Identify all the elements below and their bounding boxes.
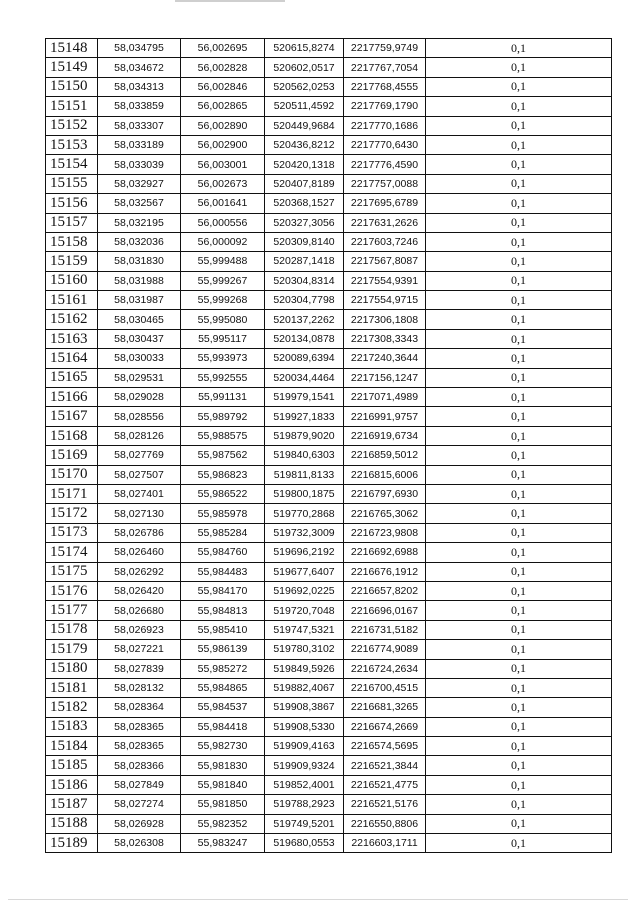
longitude-cell: 55,986139 <box>181 640 265 659</box>
point-number-cell: 15180 <box>46 659 98 678</box>
table-row <box>46 174 612 193</box>
longitude-cell: 55,984760 <box>181 543 265 562</box>
coord-y-cell: 2216991,9757 <box>344 407 426 426</box>
longitude-cell: 56,002900 <box>181 135 265 154</box>
coord-x-cell: 519882,4067 <box>265 678 344 697</box>
table-row <box>46 310 612 329</box>
coord-x-cell: 520287,1418 <box>265 252 344 271</box>
longitude-cell: 55,985272 <box>181 659 265 678</box>
scan-mark <box>175 0 285 2</box>
table-row <box>46 407 612 426</box>
coord-x-cell: 519849,5926 <box>265 659 344 678</box>
coord-x-cell: 519927,1833 <box>265 407 344 426</box>
coord-x-cell: 519692,0225 <box>265 581 344 600</box>
coord-y-cell: 2216696,0167 <box>344 601 426 620</box>
point-number-cell: 15157 <box>46 213 98 232</box>
coord-x-cell: 520089,6394 <box>265 349 344 368</box>
accuracy-cell: 0,1 <box>426 465 612 484</box>
point-number-cell: 15148 <box>46 39 98 58</box>
accuracy-cell: 0,1 <box>426 717 612 736</box>
table-row <box>46 155 612 174</box>
point-number-cell: 15170 <box>46 465 98 484</box>
table-row <box>46 659 612 678</box>
accuracy-cell: 0,1 <box>426 232 612 251</box>
longitude-cell: 56,002846 <box>181 77 265 96</box>
table-row <box>46 756 612 775</box>
coord-y-cell: 2216521,3844 <box>344 756 426 775</box>
point-number-cell: 15152 <box>46 116 98 135</box>
longitude-cell: 55,984813 <box>181 601 265 620</box>
accuracy-cell: 0,1 <box>426 834 612 853</box>
longitude-cell: 55,985410 <box>181 620 265 639</box>
table-row <box>46 775 612 794</box>
coord-x-cell: 520602,0517 <box>265 58 344 77</box>
accuracy-cell: 0,1 <box>426 135 612 154</box>
longitude-cell: 56,002695 <box>181 39 265 58</box>
accuracy-cell: 0,1 <box>426 349 612 368</box>
coord-y-cell: 2217759,9749 <box>344 39 426 58</box>
coord-y-cell: 2216681,3265 <box>344 698 426 717</box>
coord-x-cell: 520327,3056 <box>265 213 344 232</box>
point-number-cell: 15179 <box>46 640 98 659</box>
table-row <box>46 194 612 213</box>
coord-x-cell: 520134,0878 <box>265 329 344 348</box>
coord-x-cell: 520420,1318 <box>265 155 344 174</box>
latitude-cell: 58,028556 <box>98 407 181 426</box>
accuracy-cell: 0,1 <box>426 814 612 833</box>
point-number-cell: 15149 <box>46 58 98 77</box>
accuracy-cell: 0,1 <box>426 775 612 794</box>
latitude-cell: 58,031830 <box>98 252 181 271</box>
accuracy-cell: 0,1 <box>426 523 612 542</box>
accuracy-cell: 0,1 <box>426 155 612 174</box>
coord-x-cell: 519770,2868 <box>265 504 344 523</box>
coord-y-cell: 2216774,9089 <box>344 640 426 659</box>
latitude-cell: 58,033039 <box>98 155 181 174</box>
latitude-cell: 58,032036 <box>98 232 181 251</box>
coord-x-cell: 520034,4464 <box>265 368 344 387</box>
coord-y-cell: 2217757,0088 <box>344 174 426 193</box>
coord-y-cell: 2217308,3343 <box>344 329 426 348</box>
point-number-cell: 15158 <box>46 232 98 251</box>
coord-x-cell: 519908,3867 <box>265 698 344 717</box>
latitude-cell: 58,026786 <box>98 523 181 542</box>
coord-x-cell: 520304,7798 <box>265 291 344 310</box>
accuracy-cell: 0,1 <box>426 601 612 620</box>
table-row <box>46 232 612 251</box>
accuracy-cell: 0,1 <box>426 407 612 426</box>
table-row <box>46 213 612 232</box>
longitude-cell: 55,981850 <box>181 795 265 814</box>
coord-x-cell: 519852,4001 <box>265 775 344 794</box>
latitude-cell: 58,030465 <box>98 310 181 329</box>
accuracy-cell: 0,1 <box>426 446 612 465</box>
table-row <box>46 135 612 154</box>
longitude-cell: 55,995080 <box>181 310 265 329</box>
latitude-cell: 58,026680 <box>98 601 181 620</box>
point-number-cell: 15189 <box>46 834 98 853</box>
coord-x-cell: 519909,4163 <box>265 737 344 756</box>
point-number-cell: 15162 <box>46 310 98 329</box>
latitude-cell: 58,027130 <box>98 504 181 523</box>
page-bottom-line <box>8 899 628 900</box>
coord-y-cell: 2217567,8087 <box>344 252 426 271</box>
accuracy-cell: 0,1 <box>426 291 612 310</box>
table-row <box>46 252 612 271</box>
table-row <box>46 349 612 368</box>
longitude-cell: 55,986823 <box>181 465 265 484</box>
coord-y-cell: 2216657,8202 <box>344 581 426 600</box>
coord-y-cell: 2217768,4555 <box>344 77 426 96</box>
point-number-cell: 15181 <box>46 678 98 697</box>
latitude-cell: 58,034672 <box>98 58 181 77</box>
point-number-cell: 15177 <box>46 601 98 620</box>
longitude-cell: 55,993973 <box>181 349 265 368</box>
coord-x-cell: 520436,8212 <box>265 135 344 154</box>
coord-x-cell: 519909,9324 <box>265 756 344 775</box>
longitude-cell: 55,988575 <box>181 426 265 445</box>
longitude-cell: 55,982352 <box>181 814 265 833</box>
latitude-cell: 58,033189 <box>98 135 181 154</box>
point-number-cell: 15184 <box>46 737 98 756</box>
accuracy-cell: 0,1 <box>426 97 612 116</box>
table-row <box>46 77 612 96</box>
point-number-cell: 15166 <box>46 388 98 407</box>
table-row <box>46 116 612 135</box>
coord-x-cell: 520511,4592 <box>265 97 344 116</box>
point-number-cell: 15159 <box>46 252 98 271</box>
longitude-cell: 56,000092 <box>181 232 265 251</box>
accuracy-cell: 0,1 <box>426 562 612 581</box>
coord-y-cell: 2216797,6930 <box>344 484 426 503</box>
latitude-cell: 58,026420 <box>98 581 181 600</box>
coord-y-cell: 2217071,4989 <box>344 388 426 407</box>
longitude-cell: 56,002890 <box>181 116 265 135</box>
latitude-cell: 58,027849 <box>98 775 181 794</box>
point-number-cell: 15154 <box>46 155 98 174</box>
coord-y-cell: 2217769,1790 <box>344 97 426 116</box>
longitude-cell: 55,984170 <box>181 581 265 600</box>
longitude-cell: 56,000556 <box>181 213 265 232</box>
accuracy-cell: 0,1 <box>426 756 612 775</box>
coord-x-cell: 519732,3009 <box>265 523 344 542</box>
longitude-cell: 55,992555 <box>181 368 265 387</box>
point-number-cell: 15178 <box>46 620 98 639</box>
coord-y-cell: 2216815,6006 <box>344 465 426 484</box>
point-number-cell: 15150 <box>46 77 98 96</box>
point-number-cell: 15151 <box>46 97 98 116</box>
coord-y-cell: 2216700,4515 <box>344 678 426 697</box>
table-row <box>46 717 612 736</box>
accuracy-cell: 0,1 <box>426 737 612 756</box>
accuracy-cell: 0,1 <box>426 504 612 523</box>
coord-y-cell: 2216723,9808 <box>344 523 426 542</box>
longitude-cell: 56,002865 <box>181 97 265 116</box>
latitude-cell: 58,028365 <box>98 737 181 756</box>
longitude-cell: 56,002673 <box>181 174 265 193</box>
longitude-cell: 56,003001 <box>181 155 265 174</box>
coord-x-cell: 519788,2923 <box>265 795 344 814</box>
coord-x-cell: 519747,5321 <box>265 620 344 639</box>
longitude-cell: 55,981840 <box>181 775 265 794</box>
coord-x-cell: 520615,8274 <box>265 39 344 58</box>
latitude-cell: 58,027221 <box>98 640 181 659</box>
table-row <box>46 562 612 581</box>
latitude-cell: 58,033307 <box>98 116 181 135</box>
coord-y-cell: 2216724,2634 <box>344 659 426 678</box>
coord-y-cell: 2216731,5182 <box>344 620 426 639</box>
latitude-cell: 58,029028 <box>98 388 181 407</box>
coord-y-cell: 2216521,5176 <box>344 795 426 814</box>
point-number-cell: 15160 <box>46 271 98 290</box>
latitude-cell: 58,028126 <box>98 426 181 445</box>
point-number-cell: 15183 <box>46 717 98 736</box>
accuracy-cell: 0,1 <box>426 388 612 407</box>
coord-x-cell: 519840,6303 <box>265 446 344 465</box>
latitude-cell: 58,026928 <box>98 814 181 833</box>
accuracy-cell: 0,1 <box>426 620 612 639</box>
accuracy-cell: 0,1 <box>426 484 612 503</box>
longitude-cell: 55,986522 <box>181 484 265 503</box>
accuracy-cell: 0,1 <box>426 640 612 659</box>
latitude-cell: 58,027839 <box>98 659 181 678</box>
table-row <box>46 601 612 620</box>
accuracy-cell: 0,1 <box>426 659 612 678</box>
accuracy-cell: 0,1 <box>426 174 612 193</box>
latitude-cell: 58,028132 <box>98 678 181 697</box>
latitude-cell: 58,031988 <box>98 271 181 290</box>
coord-y-cell: 2216574,5695 <box>344 737 426 756</box>
table-row <box>46 484 612 503</box>
latitude-cell: 58,026292 <box>98 562 181 581</box>
longitude-cell: 55,999267 <box>181 271 265 290</box>
coord-x-cell: 519811,8133 <box>265 465 344 484</box>
coord-y-cell: 2217695,6789 <box>344 194 426 213</box>
latitude-cell: 58,028365 <box>98 717 181 736</box>
coord-y-cell: 2217770,6430 <box>344 135 426 154</box>
coord-y-cell: 2217770,1686 <box>344 116 426 135</box>
point-number-cell: 15187 <box>46 795 98 814</box>
coord-y-cell: 2217631,2626 <box>344 213 426 232</box>
accuracy-cell: 0,1 <box>426 581 612 600</box>
table-row <box>46 97 612 116</box>
longitude-cell: 55,985978 <box>181 504 265 523</box>
coord-y-cell: 2217306,1808 <box>344 310 426 329</box>
point-number-cell: 15167 <box>46 407 98 426</box>
coord-y-cell: 2217156,1247 <box>344 368 426 387</box>
latitude-cell: 58,033859 <box>98 97 181 116</box>
longitude-cell: 55,999488 <box>181 252 265 271</box>
accuracy-cell: 0,1 <box>426 77 612 96</box>
accuracy-cell: 0,1 <box>426 58 612 77</box>
coord-x-cell: 519908,5330 <box>265 717 344 736</box>
coord-y-cell: 2217603,7246 <box>344 232 426 251</box>
longitude-cell: 55,981830 <box>181 756 265 775</box>
table-row <box>46 329 612 348</box>
coord-y-cell: 2216919,6734 <box>344 426 426 445</box>
longitude-cell: 55,983247 <box>181 834 265 853</box>
point-number-cell: 15169 <box>46 446 98 465</box>
accuracy-cell: 0,1 <box>426 698 612 717</box>
point-number-cell: 15156 <box>46 194 98 213</box>
accuracy-cell: 0,1 <box>426 678 612 697</box>
accuracy-cell: 0,1 <box>426 368 612 387</box>
longitude-cell: 55,999268 <box>181 291 265 310</box>
coord-x-cell: 519680,0553 <box>265 834 344 853</box>
coord-x-cell: 520309,8140 <box>265 232 344 251</box>
coord-y-cell: 2216674,2669 <box>344 717 426 736</box>
point-number-cell: 15155 <box>46 174 98 193</box>
table-row <box>46 814 612 833</box>
point-number-cell: 15176 <box>46 581 98 600</box>
longitude-cell: 55,982730 <box>181 737 265 756</box>
point-number-cell: 15171 <box>46 484 98 503</box>
point-number-cell: 15161 <box>46 291 98 310</box>
coord-y-cell: 2216859,5012 <box>344 446 426 465</box>
latitude-cell: 58,030437 <box>98 329 181 348</box>
latitude-cell: 58,032567 <box>98 194 181 213</box>
accuracy-cell: 0,1 <box>426 310 612 329</box>
longitude-cell: 55,987562 <box>181 446 265 465</box>
longitude-cell: 55,989792 <box>181 407 265 426</box>
latitude-cell: 58,029531 <box>98 368 181 387</box>
coord-x-cell: 520562,0253 <box>265 77 344 96</box>
coord-y-cell: 2216603,1711 <box>344 834 426 853</box>
point-number-cell: 15163 <box>46 329 98 348</box>
coord-y-cell: 2216521,4775 <box>344 775 426 794</box>
longitude-cell: 56,002828 <box>181 58 265 77</box>
longitude-cell: 55,984865 <box>181 678 265 697</box>
longitude-cell: 55,995117 <box>181 329 265 348</box>
accuracy-cell: 0,1 <box>426 543 612 562</box>
coord-y-cell: 2217776,4590 <box>344 155 426 174</box>
coord-x-cell: 519677,6407 <box>265 562 344 581</box>
table-row <box>46 426 612 445</box>
table-row <box>46 543 612 562</box>
table-row <box>46 39 612 58</box>
point-number-cell: 15175 <box>46 562 98 581</box>
longitude-cell: 55,984418 <box>181 717 265 736</box>
accuracy-cell: 0,1 <box>426 795 612 814</box>
latitude-cell: 58,032195 <box>98 213 181 232</box>
latitude-cell: 58,028364 <box>98 698 181 717</box>
longitude-cell: 55,984537 <box>181 698 265 717</box>
accuracy-cell: 0,1 <box>426 213 612 232</box>
latitude-cell: 58,032927 <box>98 174 181 193</box>
latitude-cell: 58,026460 <box>98 543 181 562</box>
coord-y-cell: 2216692,6988 <box>344 543 426 562</box>
point-number-cell: 15174 <box>46 543 98 562</box>
coord-x-cell: 519800,1875 <box>265 484 344 503</box>
latitude-cell: 58,027401 <box>98 484 181 503</box>
table-row <box>46 271 612 290</box>
coord-x-cell: 520137,2262 <box>265 310 344 329</box>
point-number-cell: 15172 <box>46 504 98 523</box>
point-number-cell: 15173 <box>46 523 98 542</box>
table-row <box>46 795 612 814</box>
table-row <box>46 504 612 523</box>
coord-x-cell: 520304,8314 <box>265 271 344 290</box>
accuracy-cell: 0,1 <box>426 194 612 213</box>
coord-x-cell: 519879,9020 <box>265 426 344 445</box>
table-row <box>46 581 612 600</box>
table-row <box>46 465 612 484</box>
table-row <box>46 678 612 697</box>
table-row <box>46 291 612 310</box>
coord-y-cell: 2217554,9391 <box>344 271 426 290</box>
latitude-cell: 58,030033 <box>98 349 181 368</box>
point-number-cell: 15186 <box>46 775 98 794</box>
longitude-cell: 55,985284 <box>181 523 265 542</box>
coord-y-cell: 2217767,7054 <box>344 58 426 77</box>
coord-x-cell: 519720,7048 <box>265 601 344 620</box>
longitude-cell: 56,001641 <box>181 194 265 213</box>
accuracy-cell: 0,1 <box>426 271 612 290</box>
latitude-cell: 58,034795 <box>98 39 181 58</box>
accuracy-cell: 0,1 <box>426 116 612 135</box>
point-number-cell: 15182 <box>46 698 98 717</box>
table-row <box>46 58 612 77</box>
latitude-cell: 58,028366 <box>98 756 181 775</box>
coord-x-cell: 519696,2192 <box>265 543 344 562</box>
coord-y-cell: 2216550,8806 <box>344 814 426 833</box>
accuracy-cell: 0,1 <box>426 329 612 348</box>
point-number-cell: 15153 <box>46 135 98 154</box>
table-row <box>46 368 612 387</box>
coord-x-cell: 519749,5201 <box>265 814 344 833</box>
accuracy-cell: 0,1 <box>426 426 612 445</box>
accuracy-cell: 0,1 <box>426 39 612 58</box>
coord-x-cell: 520449,9684 <box>265 116 344 135</box>
latitude-cell: 58,027769 <box>98 446 181 465</box>
point-number-cell: 15188 <box>46 814 98 833</box>
latitude-cell: 58,026308 <box>98 834 181 853</box>
coord-x-cell: 520407,8189 <box>265 174 344 193</box>
latitude-cell: 58,027507 <box>98 465 181 484</box>
coord-y-cell: 2216676,1912 <box>344 562 426 581</box>
table-row <box>46 834 612 853</box>
coord-y-cell: 2216765,3062 <box>344 504 426 523</box>
table-row <box>46 620 612 639</box>
table-row <box>46 388 612 407</box>
coordinates-table <box>45 38 612 853</box>
table-row <box>46 523 612 542</box>
point-number-cell: 15165 <box>46 368 98 387</box>
table-row <box>46 737 612 756</box>
coord-x-cell: 519780,3102 <box>265 640 344 659</box>
table-row <box>46 446 612 465</box>
latitude-cell: 58,027274 <box>98 795 181 814</box>
point-number-cell: 15164 <box>46 349 98 368</box>
coord-y-cell: 2217240,3644 <box>344 349 426 368</box>
latitude-cell: 58,034313 <box>98 77 181 96</box>
point-number-cell: 15185 <box>46 756 98 775</box>
coord-x-cell: 520368,1527 <box>265 194 344 213</box>
accuracy-cell: 0,1 <box>426 252 612 271</box>
table-row <box>46 640 612 659</box>
coord-x-cell: 519979,1541 <box>265 388 344 407</box>
coord-y-cell: 2217554,9715 <box>344 291 426 310</box>
point-number-cell: 15168 <box>46 426 98 445</box>
table-row <box>46 698 612 717</box>
longitude-cell: 55,984483 <box>181 562 265 581</box>
latitude-cell: 58,031987 <box>98 291 181 310</box>
longitude-cell: 55,991131 <box>181 388 265 407</box>
latitude-cell: 58,026923 <box>98 620 181 639</box>
table-body <box>46 39 612 853</box>
